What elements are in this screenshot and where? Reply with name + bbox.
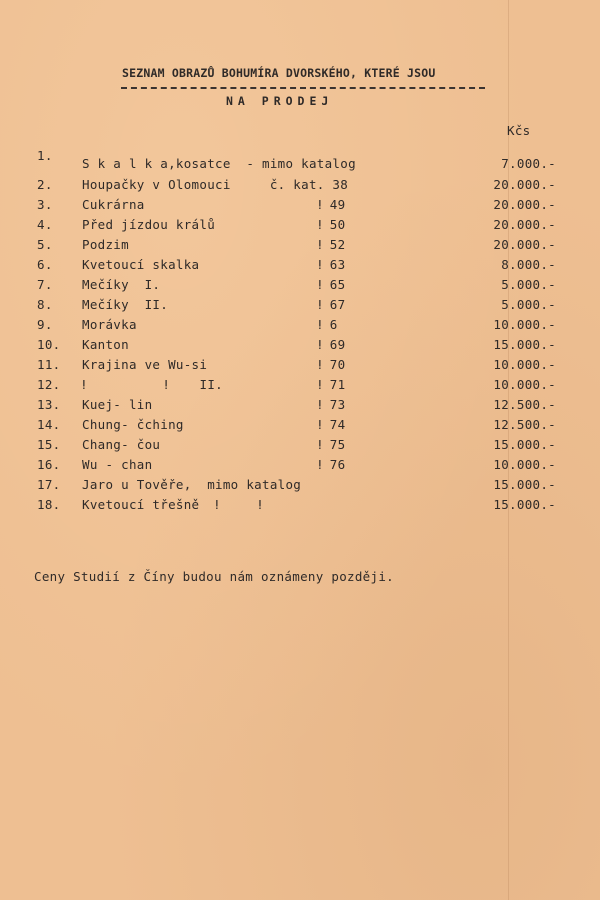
- row-number: 9.: [37, 317, 53, 332]
- price-value: 15.000.-: [493, 337, 556, 352]
- price-value: 12.500.-: [493, 397, 556, 412]
- price-value: 7.000.-: [501, 156, 556, 171]
- price-value: 10.000.-: [493, 357, 556, 372]
- row-number: 8.: [37, 297, 53, 312]
- row-number: 1.: [37, 148, 53, 163]
- price-value: 20.000.-: [493, 237, 556, 252]
- painting-title: Houpačky v Olomouci č. kat. 38: [82, 177, 349, 192]
- row-number: 16.: [37, 457, 61, 472]
- price-value: 20.000.-: [493, 177, 556, 192]
- price-value: 15.000.-: [493, 437, 556, 452]
- row-number: 5.: [37, 237, 53, 252]
- painting-title: Krajina ve Wu-si: [82, 357, 208, 372]
- row-number: 17.: [37, 477, 61, 492]
- row-number: 18.: [37, 497, 61, 512]
- row-number: 7.: [37, 277, 53, 292]
- painting-title: ⵑ ⵑ II.: [82, 377, 224, 392]
- catalog-number: ⵑ 75: [318, 437, 346, 452]
- row-number: 14.: [37, 417, 61, 432]
- row-number: 15.: [37, 437, 61, 452]
- painting-title: Wu - chan: [82, 457, 153, 472]
- price-value: 8.000.-: [501, 257, 556, 272]
- price-value: 10.000.-: [493, 377, 556, 392]
- catalog-number: ⵑ 70: [318, 357, 346, 372]
- row-number: 4.: [37, 217, 53, 232]
- painting-title: S k a l k a,kosatce - mimo katalog: [82, 156, 356, 171]
- row-number: 12.: [37, 377, 61, 392]
- row-number: 11.: [37, 357, 61, 372]
- catalog-number: ⵑ 67: [318, 297, 346, 312]
- price-value: 15.000.-: [493, 477, 556, 492]
- catalog-number: ⵑ 50: [318, 217, 346, 232]
- painting-title: Chung- čching: [82, 417, 184, 432]
- painting-title: Kuej- lin: [82, 397, 153, 412]
- document-subtitle: NA PRODEJ: [226, 94, 334, 108]
- price-value: 5.000.-: [501, 297, 556, 312]
- catalog-number: ⵑ 65: [318, 277, 346, 292]
- painting-title: Cukrárna: [82, 197, 145, 212]
- catalog-number: ⵑ 6: [318, 317, 338, 332]
- price-value: 5.000.-: [501, 277, 556, 292]
- catalog-number: ⵑ 69: [318, 337, 346, 352]
- painting-title: Podzim: [82, 237, 129, 252]
- price-value: 20.000.-: [493, 197, 556, 212]
- catalog-number: ⵑ 63: [318, 257, 346, 272]
- catalog-number: ⵑ 74: [318, 417, 346, 432]
- painting-title: Chang- čou: [82, 437, 161, 452]
- row-number: 10.: [37, 337, 61, 352]
- row-number: 6.: [37, 257, 53, 272]
- price-value: 10.000.-: [493, 457, 556, 472]
- catalog-number: ⵑ 49: [318, 197, 346, 212]
- row-number: 13.: [37, 397, 61, 412]
- painting-title: Mečíky II.: [82, 297, 169, 312]
- title-underline: [121, 87, 485, 89]
- painting-title: Kanton: [82, 337, 129, 352]
- painting-title: Před jízdou králů: [82, 217, 216, 232]
- catalog-number: ⵑ 73: [318, 397, 346, 412]
- price-value: 15.000.-: [493, 497, 556, 512]
- painting-title: Jaro u Tověře, mimo katalog: [82, 477, 302, 492]
- catalog-number: ⵑ 52: [318, 237, 346, 252]
- painting-title: Mečíky I.: [82, 277, 161, 292]
- footer-note: Ceny Studií z Číny budou nám oznámeny později.: [34, 569, 394, 584]
- price-value: 10.000.-: [493, 317, 556, 332]
- price-value: 12.500.-: [493, 417, 556, 432]
- catalog-number: ⵑ 76: [318, 457, 346, 472]
- price-value: 20.000.-: [493, 217, 556, 232]
- row-number: 2.: [37, 177, 53, 192]
- row-number: 3.: [37, 197, 53, 212]
- painting-title: Kvetoucí skalka: [82, 257, 200, 272]
- document-title: SEZNAM OBRAZŮ BOHUMÍRA DVORSKÉHO, KTERÉ JSOU: [122, 66, 436, 80]
- catalog-number: ⵑ 71: [318, 377, 346, 392]
- currency-header: Kčs: [507, 123, 531, 138]
- painting-title: Morávka: [82, 317, 137, 332]
- painting-title: Kvetoucí třešně ⵑ ⵑ: [82, 497, 263, 512]
